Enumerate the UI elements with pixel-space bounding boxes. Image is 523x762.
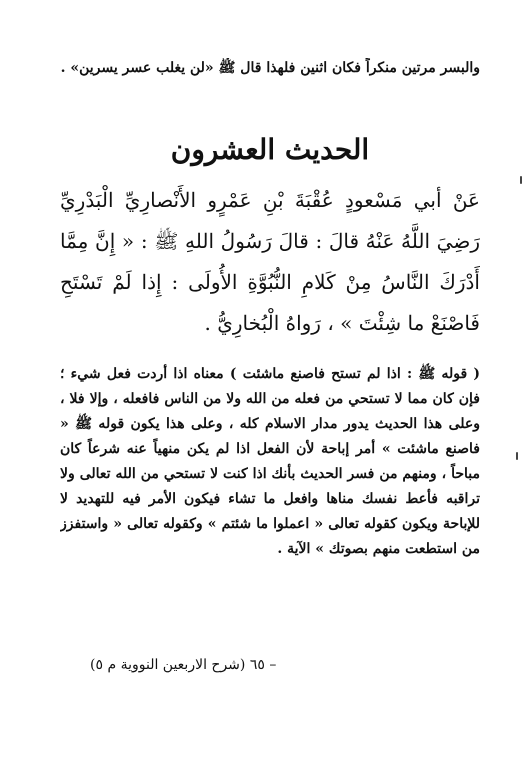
commentary-text: ( قوله ﷺ : اذا لم تستح فاصنع ماشئت ) معناه اذا أردت فعل شيء ؛ فإن كان مما لا تستحي من فعله من الله ولا من الناس فافعله ، وإلا فلا ، وعلى هذا الحديث يدور مدار الاسلام كله ، وعلى هذا يكون قوله ﷺ « فاصنع ماشئت » أمر إباحة لأن الفعل اذا لم يكن منهياً عنه شرعاً كان مباحاً ، ومنهم من فسر الحديث بأنك اذا كنت لا تستحي من الله تعالى ولا تراقبه فأعط نفسك مناها وافعل ما تشاء فيكون الأمر فيه للتهديد لا للإباحة ويكون كقوله تعالى « اعملوا ما شئتم » وكقوله تعالى « واستفزز من استطعت منهم بصوتك » الآية . <box>60 366 480 557</box>
scan-speck <box>516 452 518 460</box>
page-footer: – ٦٥ (شرح الاربعين النووية م ٥) <box>90 657 277 673</box>
hadith-text: عَنْ أبي مَسْعودٍ عُقْبَةَ بْنِ عَمْرٍو الأَنْصارِيِّ الْبَدْرِيِّ رَضِيَ اللَّهُ عَنْهُ قالَ : قالَ رَسُولُ اللهِ ﷺ : « إِنَّ مِمَّا أَدْرَكَ النَّاسُ مِنْ كَلامِ النُّبُوَّةِ الأُولَى : إِذا لَمْ تَسْتَحِ فَاصْنَعْ ما شِئْتَ » ، رَواهُ الْبُخارِيُّ . <box>60 188 480 335</box>
chapter-heading: الحديث العشرون <box>170 133 370 166</box>
scan-speck <box>520 176 522 184</box>
previous-commentary-text: والبسر مرتين منكراً فكان اثنين فلهذا قال ﷺ «لن يغلب عسر يسرين» . <box>60 60 480 76</box>
